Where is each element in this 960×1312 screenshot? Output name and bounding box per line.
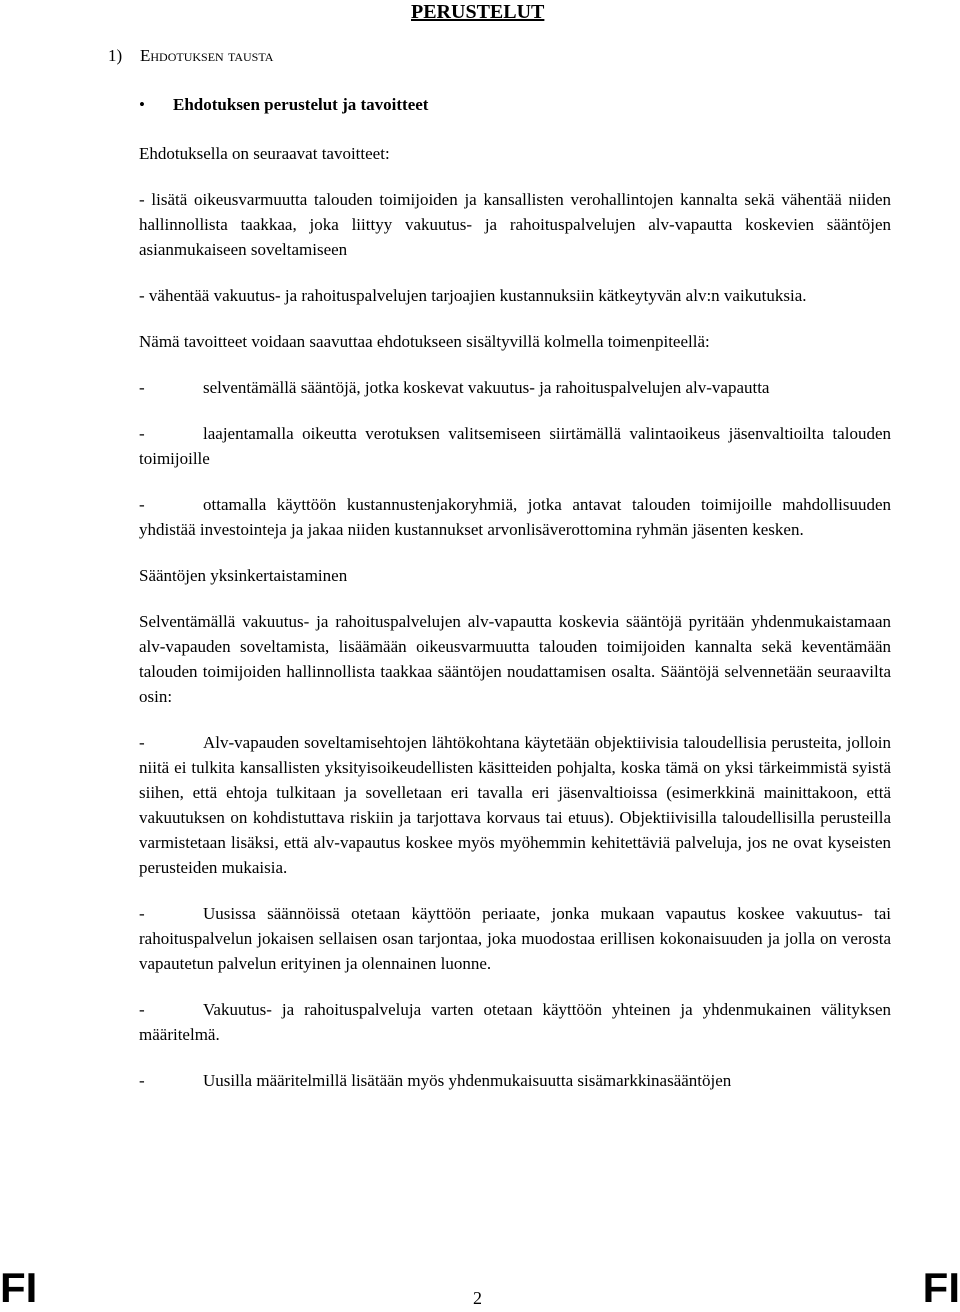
paragraph-goal-2: - vähentää vakuutus- ja rahoituspalvelujen tarjoajien kustannuksiin kätkeytyvän alv:n vaikutuksia. — [139, 286, 807, 305]
language-code-left: FI — [0, 1264, 38, 1311]
language-code-right: FI — [922, 1264, 960, 1311]
body-text — [139, 141, 891, 1093]
subheading-simplification: Sääntöjen yksinkertaistaminen — [139, 566, 348, 585]
section-heading-text: Ehdotuksen tausta — [140, 46, 274, 65]
clarification-item-2: - Uusissa säännöissä otetaan käyttöön periaate, jonka mukaan vapautus koskee vakuutus- tai rahoituspalvelun jokaisen sellaisen osan tarjontaa, joka muodostaa erillisen kokonaisuuden ja jolla on verosta vapautetun palvelun erityinen ja olennainen luonne. — [139, 904, 891, 973]
measure-item-2: - laajentamalla oikeutta verotuksen valitsemiseen siirtämällä valintaoikeus jäsenvaltioilta talouden toimijoille — [139, 424, 891, 468]
subsection-heading-text: Ehdotuksen perustelut ja tavoitteet — [173, 95, 429, 114]
paragraph-simplification: Selventämällä vakuutus- ja rahoituspalvelujen alv-vapautta koskevia sääntöjä pyritään yhdenmukaistamaan alv-vapauden soveltamista, lisäämään oikeusvarmuutta talouden toimijoiden kannalta sekä keventämään talouden toimijoiden hallinnollista taakkaa sääntöjen noudattamisen osalta. Sääntöjä selvennetään seuraavilta osin: — [139, 612, 891, 706]
section-number: 1) — [108, 46, 123, 65]
clarification-item-3: - Vakuutus- ja rahoituspalveluja varten otetaan käyttöön yhteinen ja yhdenmukainen välityksen määritelmä. — [139, 1000, 891, 1044]
paragraph-measures-intro: Nämä tavoitteet voidaan saavuttaa ehdotukseen sisältyvillä kolmella toimenpiteellä: — [139, 332, 710, 351]
measure-item-1: - selventämällä sääntöjä, jotka koskevat vakuutus- ja rahoituspalvelujen alv-vapautta — [139, 378, 770, 397]
paragraph-intro: Ehdotuksella on seuraavat tavoitteet: — [139, 144, 390, 163]
page-number: 2 — [473, 1288, 482, 1308]
subsection-heading — [139, 93, 428, 117]
clarification-item-4: - Uusilla määritelmillä lisätään myös yhdenmukaisuutta sisämarkkinasääntöjen — [139, 1071, 732, 1090]
section-heading — [108, 44, 273, 68]
paragraph-goal-1: - lisätä oikeusvarmuutta talouden toimijoiden ja kansallisten verohallintojen kannalta sekä vähentää niiden hallinnollista taakkaa, joka liittyy vakuutus- ja rahoituspalvelujen alv-vapautta koskevien sääntöjen asianmukaiseen soveltamiseen — [139, 190, 891, 259]
clarification-item-1: - Alv-vapauden soveltamisehtojen lähtökohtana käytetään objektiivisia taloudellisia perusteita, jolloin niitä ei tulkita kansallisten yksityisoikeudellisten käsitteiden pohjalta, koska tämä on yksi tärkeimmistä syistä siihen, että ehtoja tulkitaan ja sovelletaan eri tavalla eri jäsenvaltioissa (esimerkkinä mainittakoon, että vakuutuksen on kohdistuttava riskiin ja tarjottava korvaus tai etuus). Objektiivisilla taloudellisilla perusteilla varmistetaan lisäksi, että alv-vapautus koskee myös myöhemmin kehitettäviä palveluja, jos ne ovat kyseisten perusteiden mukaisia. — [139, 733, 891, 877]
page-title: PERUSTELUT — [411, 1, 545, 23]
bullet-icon: • — [139, 95, 145, 114]
measure-item-3: - ottamalla käyttöön kustannustenjakoryhmiä, jotka antavat talouden toimijoille mahdollisuuden yhdistää investointeja ja jakaa niiden kustannukset arvonlisäverottomina ryhmän jäsenten kesken. — [139, 495, 891, 539]
